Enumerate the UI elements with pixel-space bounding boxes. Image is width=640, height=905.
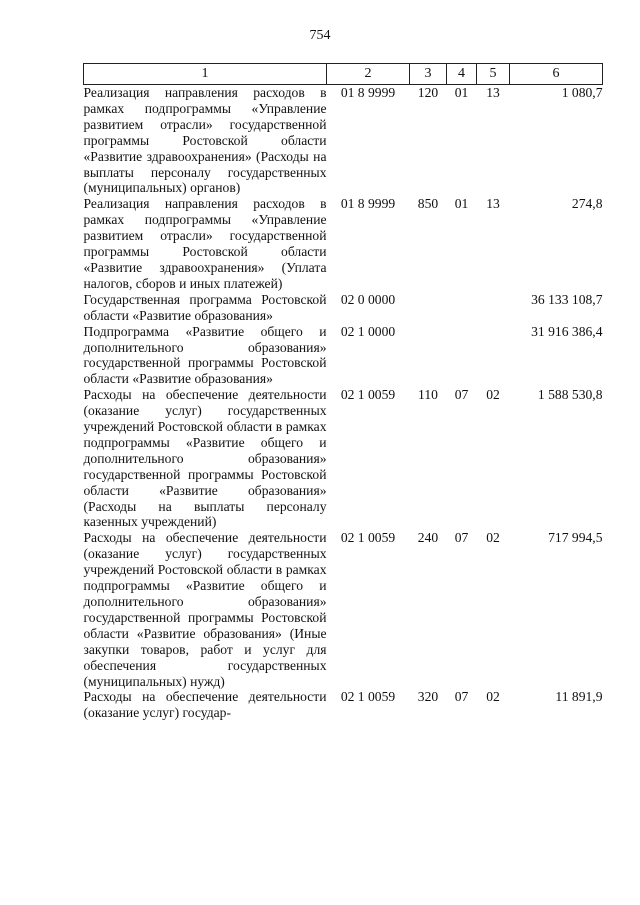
page-number: 754 (309, 28, 331, 43)
row-description: Реализация направления расходов в рамках подпрограммы «Управление развитием отрасли» государственной программы Ростовской области «Развитие здравоохранения» (Уплата налогов, сборов и иных платежей) (83, 196, 327, 291)
table-row (84, 689, 603, 721)
table-row (84, 530, 603, 689)
row-subsection: 02 (486, 689, 500, 705)
row-target-code: 02 1 0000 (340, 323, 396, 339)
row-expense-type: 120 (417, 85, 439, 100)
table-row (84, 292, 603, 324)
row-description: Расходы на обеспечение деятельности (оказание услуг) государственных учреждений Ростовской области в рамках подпрограммы «Развитие общего и дополнительного образования» государственной программы Ростовской области «Развитие образования» (Расходы на выплаты персоналу казенных учреждений) (83, 387, 327, 530)
row-section: 01 (454, 85, 469, 100)
row-description: Реализация направления расходов в рамках подпрограммы «Управление развитием отрасли» государственной программы Ростовской области «Развитие здравоохранения» (Расходы на выплаты персоналу государственных (муниципальных) органов) (83, 85, 327, 196)
row-amount: 36 133 108,7 (531, 291, 603, 307)
row-expense-type: 850 (417, 196, 439, 212)
row-amount: 1 080,7 (561, 85, 603, 100)
row-description: Подпрограмма «Развитие общего и дополнительного образования» государственной программы Ростовской области «Развитие образования» (83, 323, 327, 387)
row-subsection: 13 (486, 85, 500, 100)
row-expense-type: 110 (418, 387, 438, 403)
row-target-code: 02 1 0059 (340, 689, 396, 705)
row-expense-type: 320 (417, 689, 439, 705)
table-header-row (84, 64, 603, 85)
row-target-code: 01 8 9999 (340, 85, 396, 100)
budget-table (83, 63, 603, 721)
row-section: 07 (454, 530, 469, 546)
row-expense-type (410, 324, 447, 388)
row-expense-type: 240 (417, 530, 439, 546)
row-section: 07 (454, 387, 469, 403)
row-subsection: 13 (486, 196, 500, 212)
row-target-code: 01 8 9999 (340, 196, 396, 212)
row-amount: 717 994,5 (548, 530, 603, 546)
row-target-code: 02 0 0000 (340, 291, 396, 307)
row-amount: 1 588 530,8 (537, 387, 603, 403)
row-subsection (477, 292, 510, 324)
row-section (447, 292, 477, 324)
row-description: Расходы на обеспечение деятельности (оказание услуг) государственных учреждений Ростовской области в рамках подпрограммы «Развитие общего и дополнительного образования» государственной программы Ростовской области «Развитие образования» (Иные закупки товаров, работ и услуг для обеспечения государственных (муниципальных) нужд) (83, 530, 327, 689)
row-subsection: 02 (486, 387, 500, 403)
column-header-description: 1 (84, 64, 327, 85)
row-amount: 11 891,9 (555, 689, 603, 705)
column-header-subsection: 5 (477, 64, 510, 85)
row-expense-type (410, 292, 447, 324)
column-header-section: 4 (447, 64, 477, 85)
table-row (84, 387, 603, 530)
row-section: 07 (454, 689, 469, 705)
row-description: Государственная программа Ростовской области «Развитие образования» (83, 291, 327, 323)
column-header-amount: 6 (510, 64, 603, 85)
row-target-code: 02 1 0059 (340, 530, 396, 546)
column-header-expense-type: 3 (410, 64, 447, 85)
row-subsection (477, 324, 510, 388)
column-header-target-code: 2 (327, 64, 410, 85)
row-subsection: 02 (486, 530, 500, 546)
table-row (84, 196, 603, 291)
row-amount: 31 916 386,4 (531, 323, 603, 339)
row-section (447, 324, 477, 388)
row-description: Расходы на обеспечение деятельности (оказание услуг) государ- (83, 689, 327, 721)
row-amount: 274,8 (571, 196, 603, 212)
row-target-code: 02 1 0059 (340, 387, 396, 403)
table-row (84, 85, 603, 197)
table-row (84, 324, 603, 388)
row-section: 01 (454, 196, 469, 212)
